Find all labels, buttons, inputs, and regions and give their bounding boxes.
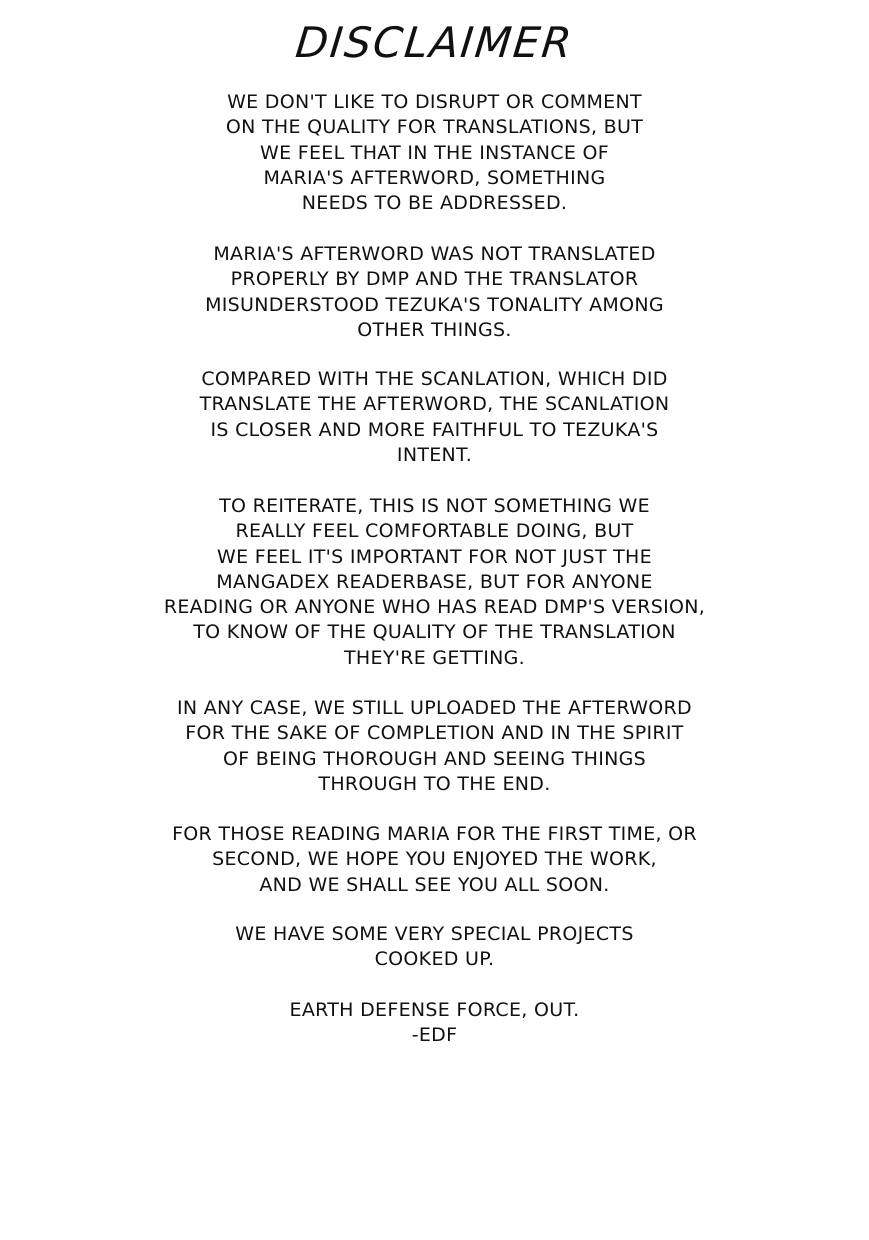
paragraph-intro: WE DON'T LIKE TO DISRUPT OR COMMENT ON THE QUALITY FOR TRANSLATIONS, BUT WE FEEL THAT IN THE INSTANCE OF MARIA'S AFTERWORD, SOMETHING NEEDS TO BE ADDRESSED. <box>225 91 644 215</box>
signoff <box>0 998 869 1049</box>
paragraph-upcoming-projects: WE HAVE SOME VERY SPECIAL PROJECTS COOKED UP. <box>235 923 634 971</box>
paragraph-thanks: FOR THOSE READING MARIA FOR THE FIRST TIME, OR SECOND, WE HOPE YOU ENJOYED THE WORK, AND WE SHALL SEE YOU ALL SOON. <box>172 823 697 896</box>
page-title: DISCLAIMER <box>293 18 576 67</box>
paragraph-translation-issue: MARIA'S AFTERWORD WAS NOT TRANSLATED PROPERLY BY DMP AND THE TRANSLATOR MISUNDERSTOOD TEZUKA'S TONALITY AMONG OTHER THINGS. <box>205 243 664 341</box>
paragraph-scanlation-comparison: COMPARED WITH THE SCANLATION, WHICH DID TRANSLATE THE AFTERWORD, THE SCANLATION IS CLOSER AND MORE FAITHFUL TO TEZUKA'S INTENT. <box>199 368 670 466</box>
paragraph-reiteration: TO REITERATE, THIS IS NOT SOMETHING WE REALLY FEEL COMFORTABLE DOING, BUT WE FEEL IT'S IMPORTANT FOR NOT JUST THE MANGADEX READERBASE, BUT FOR ANYONE READING OR ANYONE WHO HAS READ DMP'S VERSION, TO KNOW OF THE QUALITY OF THE TRANSLATION THEY'RE GETTING. <box>163 495 706 669</box>
signature: -EDF <box>411 1024 458 1047</box>
signoff-line: EARTH DEFENSE FORCE, OUT. <box>289 999 580 1021</box>
paragraph-afterword-upload: IN ANY CASE, WE STILL UPLOADED THE AFTERWORD FOR THE SAKE OF COMPLETION AND IN THE SPIRIT OF BEING THOROUGH AND SEEING THINGS THROUGH TO THE END. <box>177 697 692 795</box>
